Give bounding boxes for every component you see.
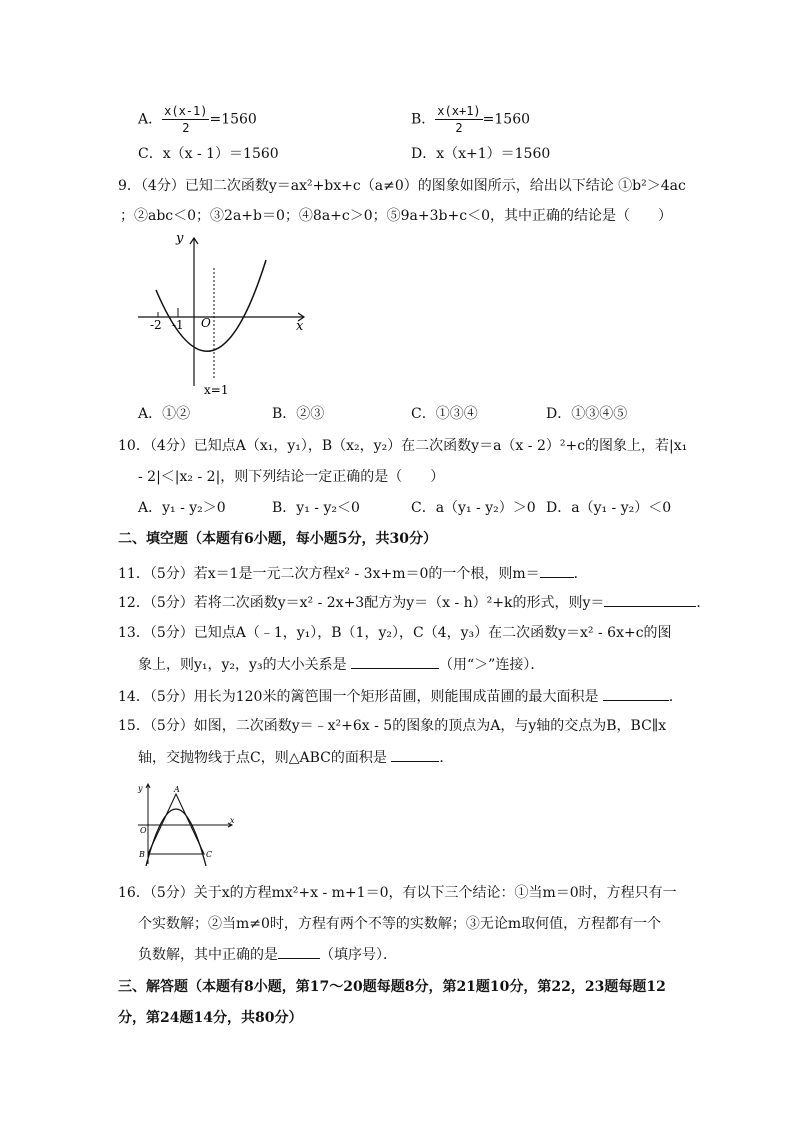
q13-text: 象上，则y₁，y₂，y₃的大小关系是 [138, 657, 352, 673]
q15-parabola-graph [134, 780, 238, 866]
q8-option-a-rhs: =1560 [209, 111, 257, 128]
q9-symmetry-label: x=1 [204, 383, 229, 397]
q15-text: 轴，交抛物线于点C，则△ABC的面积是 [138, 750, 392, 766]
q8-option-a-fraction [162, 103, 209, 136]
q15-end: ． [439, 750, 454, 766]
q16-suffix: （填序号）． [320, 947, 397, 963]
q15-triangle-abc [148, 794, 204, 854]
q12-text: 12．（5分）若将二次函数y＝x² - 2x+3配方为y＝（x - h）²+k的形式，则y＝ [118, 595, 605, 611]
q15-answer-blank[interactable] [391, 747, 439, 762]
q8-option-b-rhs: =1560 [482, 111, 531, 128]
q9-option-c: C．①③④ [411, 406, 478, 422]
q13-stem-line2 [138, 654, 544, 675]
q9-tick-neg1-label: -1 [172, 318, 184, 332]
q11-answer-blank[interactable] [540, 563, 574, 578]
q10-stem-line2: - 2|＜|x₂ - 2|，则下列结论一定正确的是（ ） [138, 469, 445, 485]
q15-point-a-label: A [174, 785, 180, 794]
q16-stem-line1: 16．（5分）关于x的方程mx²+x - m+1＝0，有以下三个结论：①当m＝0时，方程只有一 [118, 885, 677, 901]
q9-stem-line2: ；②abc＜0；③2a+b＝0；④8a+c＞0；⑤9a+3b+c＜0，其中正确的结论是（ ） [120, 208, 672, 224]
q16-text: 负数解，其中正确的是 [138, 947, 278, 963]
q9-x-label: x [296, 319, 304, 334]
q14-end: ． [668, 689, 683, 705]
q8-option-c: C．x（x - 1）＝1560 [138, 146, 279, 162]
q15-stem-line2 [138, 747, 453, 768]
q10-option-a: A．y₁ - y₂＞0 [138, 500, 226, 516]
q15-point-c-label: C [206, 850, 213, 859]
q8-option-a [138, 103, 257, 136]
q16-answer-blank[interactable] [278, 944, 320, 959]
q8-option-b-numerator: x(x+1) [437, 104, 481, 118]
section-2-heading: 二、填空题（本题有6小题，每小题5分，共30分） [118, 531, 437, 547]
q13-stem-line1: 13．（5分）已知点A（﹣1，y₁），B（1，y₂），C（4，y₃）在二次函数y＝x² - 6x+c的图 [118, 625, 672, 641]
q11-end: ． [573, 566, 588, 582]
q8-option-b-label: B． [411, 111, 436, 128]
q8-option-b-denominator: 2 [455, 121, 463, 135]
q13-answer-blank[interactable] [351, 654, 439, 669]
q8-option-a-denominator: 2 [182, 121, 190, 135]
q9-option-d: D．①③④⑤ [546, 406, 628, 422]
q15-y-label: y [138, 784, 143, 793]
q15-origin-label: O [140, 826, 147, 835]
q15-stem-line1: 15．（5分）如图，二次函数y＝﹣x²+6x - 5的图象的顶点为A，与y轴的交点为B，BC∥x [118, 718, 667, 734]
section-3-heading-line1: 三、解答题（本题有8小题，第17～20题每题8分，第21题10分，第22，23题每题12 [118, 979, 666, 995]
q12 [118, 592, 710, 613]
q9-y-label: y [176, 231, 184, 246]
q14-text: 14．（5分）用长为120米的篱笆围一个矩形苗圃，则能围成苗圃的最大面积是 [118, 689, 603, 705]
q10-option-c: C．a（y₁ - y₂）＞0 [411, 500, 536, 516]
q15-point-b-label: B [139, 850, 145, 859]
q16-stem-line2: 个实数解；②当m≠0时，方程有两个不等的实数解；③无论m取何值，方程都有一个 [138, 916, 662, 932]
q9-parabola-graph [134, 228, 314, 398]
q9-stem-line1: 9．（4分）已知二次函数y＝ax²+bx+c（a≠0）的图象如图所示，给出以下结论 ①b²＞4ac [118, 178, 686, 194]
q8-option-b-fraction [435, 103, 482, 136]
q8-option-a-label: A． [138, 111, 163, 128]
q14 [118, 686, 683, 707]
q10-option-b: B．y₁ - y₂＜0 [272, 500, 360, 516]
q11 [118, 563, 588, 584]
q14-answer-blank[interactable] [603, 686, 669, 701]
q9-parabola [156, 260, 266, 351]
q8-option-b [411, 103, 530, 136]
q13-suffix: （用“＞”连接）． [439, 657, 545, 673]
q9-option-b: B．②③ [272, 406, 325, 422]
q8-option-a-numerator: x(x-1) [164, 104, 208, 118]
q12-answer-blank[interactable] [604, 592, 696, 607]
q9-origin-label: O [201, 316, 211, 330]
q9-tick-neg2-label: -2 [150, 318, 162, 332]
q11-text: 11．（5分）若x＝1是一元二次方程x² - 3x+m＝0的一个根，则m＝ [118, 566, 540, 582]
q15-x-label: x [230, 816, 235, 825]
q9-option-a: A．①② [138, 406, 191, 422]
q15-parabola [146, 809, 206, 866]
q12-end: ． [696, 595, 711, 611]
q16-stem-line3 [138, 944, 397, 965]
q8-option-d: D．x（x+1）＝1560 [411, 146, 551, 162]
q10-option-d: D．a（y₁ - y₂）＜0 [546, 500, 672, 516]
q10-stem-line1: 10．（4分）已知点A（x₁，y₁），B（x₂，y₂）在二次函数y＝a（x - 2）²+c的图象上，若|x₁ [118, 438, 688, 454]
section-3-heading-line2: 分，第24题14分，共80分） [118, 1010, 303, 1026]
